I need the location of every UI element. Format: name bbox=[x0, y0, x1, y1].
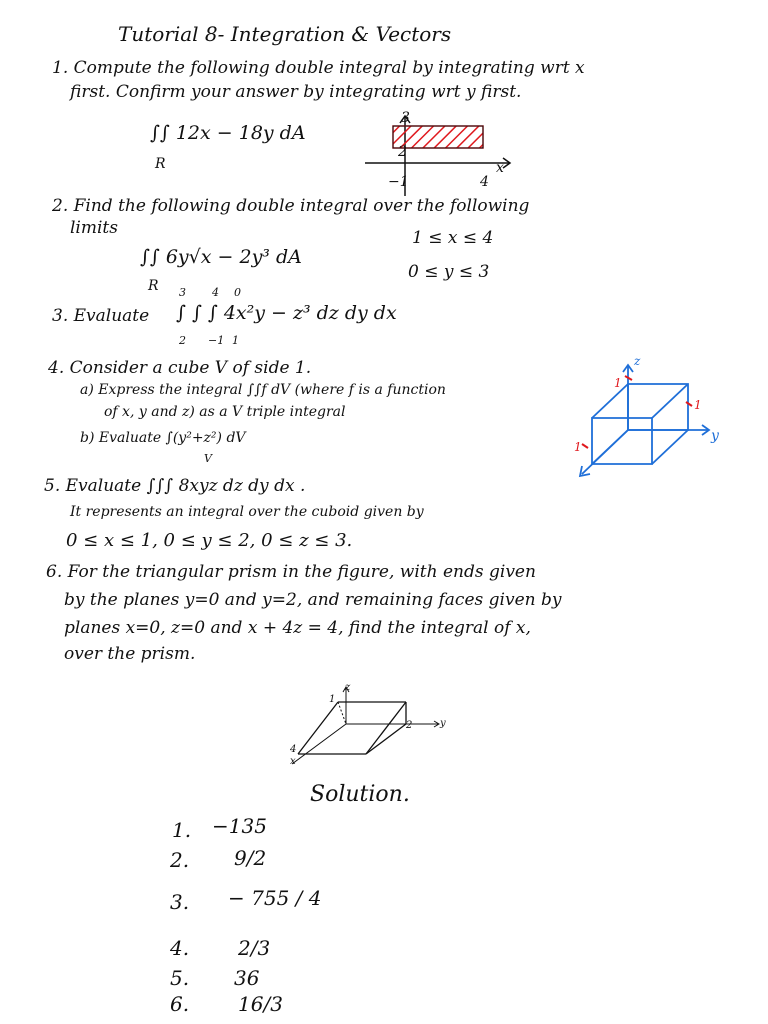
q6-fig-x: x bbox=[290, 756, 296, 767]
solution-number-3: 3. bbox=[170, 890, 190, 914]
q5-line1: 5. Evaluate ∫∫∫ 8xyz dz dy dx . bbox=[44, 476, 306, 496]
q6-line4: over the prism. bbox=[64, 644, 196, 664]
q4-line1: 4. Consider a cube V of side 1. bbox=[48, 358, 312, 378]
q4-cube-diagram bbox=[570, 360, 720, 480]
solution-number-6: 6. bbox=[170, 992, 190, 1016]
q3-label: 3. Evaluate bbox=[52, 306, 150, 326]
solution-value-1: −135 bbox=[212, 814, 267, 838]
q1-tick-neg1: −1 bbox=[388, 174, 409, 190]
q2-integral: ∫∫ 6y√x − 2y³ dA bbox=[140, 246, 302, 268]
q3-upper-3: 0 bbox=[234, 286, 241, 299]
q6-fig-4: 4 bbox=[290, 744, 297, 755]
q5-line2: It represents an integral over the cuboid given by bbox=[70, 504, 424, 520]
solution-value-3: − 755 / 4 bbox=[228, 886, 322, 910]
solution-number-1: 1. bbox=[172, 818, 192, 842]
solution-number-2: 2. bbox=[170, 848, 190, 872]
q6-fig-1: 1 bbox=[329, 694, 336, 705]
q3-upper-1: 3 bbox=[179, 286, 186, 299]
q3-lower-1: 2 bbox=[179, 334, 186, 347]
solution-number-4: 4. bbox=[170, 936, 190, 960]
q1-axis-x: x bbox=[496, 160, 504, 176]
q4-part-b: b) Evaluate ∫(y²+z²) dV bbox=[80, 430, 246, 446]
q2-limit-y: 0 ≤ y ≤ 3 bbox=[408, 262, 490, 282]
q1-region-diagram bbox=[360, 108, 520, 198]
q1-integral: ∫∫ 12x − 18y dA bbox=[150, 122, 306, 144]
q6-fig-y: y bbox=[440, 718, 446, 729]
solution-value-5: 36 bbox=[234, 966, 260, 990]
q4-part-a-line1: a) Express the integral ∫∫f dV (where f is a function bbox=[80, 382, 446, 398]
q6-fig-2: 2 bbox=[406, 720, 413, 731]
solution-value-2: 9/2 bbox=[234, 846, 267, 870]
q6-line3: planes x=0, z=0 and x + 4z = 4, find the integral of x, bbox=[64, 618, 531, 638]
q2-limit-x: 1 ≤ x ≤ 4 bbox=[412, 228, 494, 248]
q3-lower-3: 1 bbox=[232, 334, 239, 347]
q6-fig-z: z bbox=[345, 682, 351, 693]
q4-part-a-line2: of x, y and z) as a V triple integral bbox=[104, 404, 346, 420]
q2-region: R bbox=[148, 278, 159, 294]
q2-line1: 2. Find the following double integral over the following bbox=[52, 196, 530, 216]
q6-prism-diagram bbox=[278, 684, 458, 768]
solution-value-6: 16/3 bbox=[238, 992, 283, 1016]
q3-upper-2: 4 bbox=[212, 286, 219, 299]
q6-line1: 6. For the triangular prism in the figure, with ends given bbox=[46, 562, 536, 582]
q1-tick-3: 3 bbox=[401, 110, 410, 126]
q6-line2: by the planes y=0 and y=2, and remaining faces given by bbox=[64, 590, 562, 610]
q4-side-label-top: 1 bbox=[614, 376, 622, 390]
q1-tick-4: 4 bbox=[480, 174, 489, 190]
solution-title: Solution. bbox=[310, 782, 410, 807]
q1-line2: first. Confirm your answer by integrating wrt y first. bbox=[70, 82, 522, 102]
q4-part-b-sub: V bbox=[204, 452, 212, 465]
q4-x-axis bbox=[582, 430, 628, 474]
q1-tick-2: 2 bbox=[398, 144, 407, 160]
q5-line3: 0 ≤ x ≤ 1, 0 ≤ y ≤ 2, 0 ≤ z ≤ 3. bbox=[66, 530, 353, 551]
solution-number-5: 5. bbox=[170, 966, 190, 990]
q2-line2: limits bbox=[70, 218, 118, 238]
q3-lower-2: −1 bbox=[208, 334, 225, 347]
q4-axis-y: y bbox=[711, 428, 719, 444]
solution-value-4: 2/3 bbox=[238, 936, 271, 960]
page-title: Tutorial 8- Integration & Vectors bbox=[118, 22, 452, 46]
q3-integral: ∫ ∫ ∫ 4x²y − z³ dz dy dx bbox=[176, 302, 397, 324]
q4-side-label-left: 1 bbox=[574, 440, 582, 454]
q4-side-label-right: 1 bbox=[694, 398, 702, 412]
q1-region: R bbox=[155, 156, 166, 172]
q4-axis-z: z bbox=[634, 354, 641, 368]
q1-line1: 1. Compute the following double integral by integrating wrt x bbox=[52, 58, 585, 78]
